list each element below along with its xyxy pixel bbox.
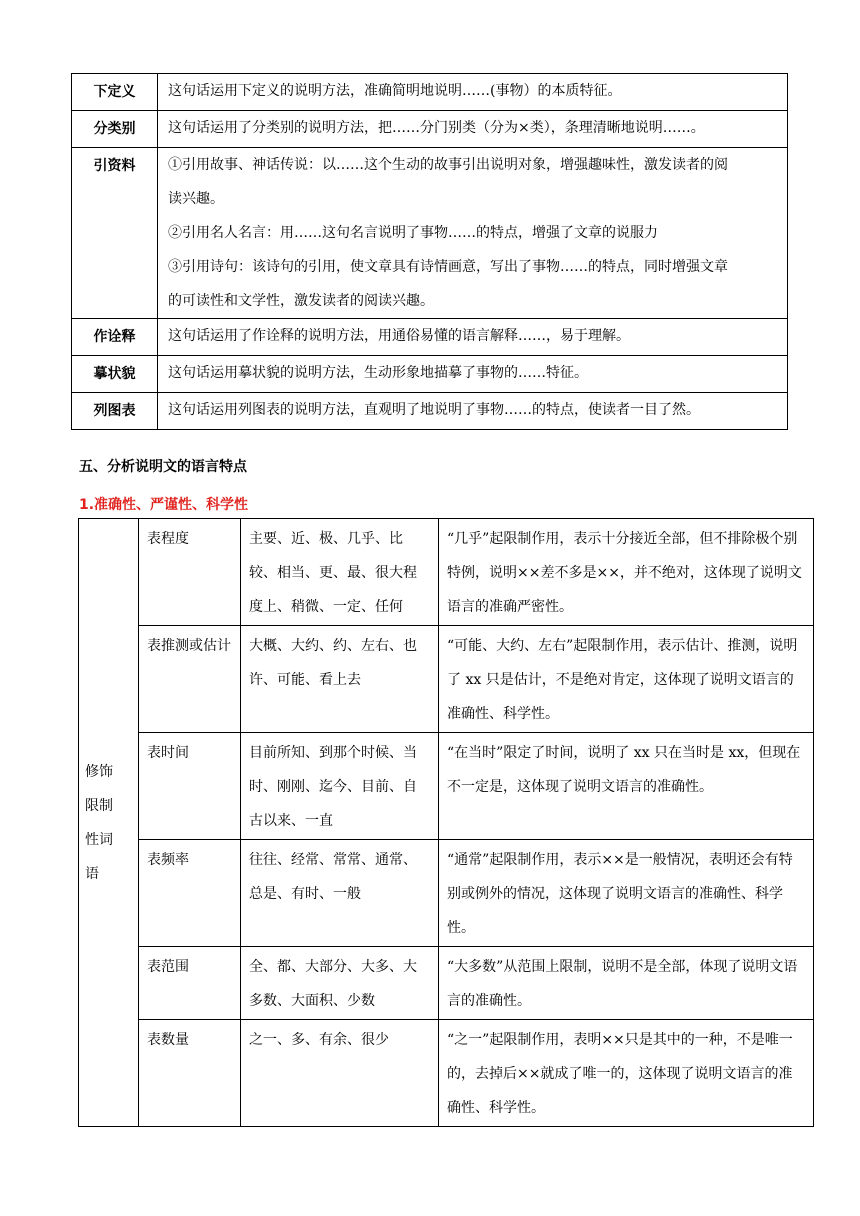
method-name: 作诠释 xyxy=(72,319,158,356)
section-heading: 五、分析说明文的语言特点 xyxy=(79,459,247,475)
table-row xyxy=(72,148,788,319)
modifier-type: 表程度 xyxy=(139,519,241,626)
method-description xyxy=(158,111,788,148)
table-row xyxy=(72,319,788,356)
method-description xyxy=(158,74,788,111)
modifier-example: “可能、大约、左右”起限制作用，表示估计、推测，说明了 xx 只是估计，不是绝对肯定，这体现了说明文语言的准确性、科学性。 xyxy=(439,626,814,733)
modifier-example: “通常”起限制作用，表示××是一般情况，表明还会有特别或例外的情况，这体现了说明文语言的准确性、科学性。 xyxy=(439,840,814,947)
description-line: 这句话运用摹状貌的说明方法，生动形象地描摹了事物的……特征。 xyxy=(168,365,588,381)
modifier-type: 表时间 xyxy=(139,733,241,840)
modifier-words-table xyxy=(78,518,814,1127)
modifier-type: 表频率 xyxy=(139,840,241,947)
table-row xyxy=(79,947,814,1020)
modifier-words: 大概、大约、约、左右、也许、可能、看上去 xyxy=(241,626,439,733)
table-row xyxy=(72,111,788,148)
description-line: 这句话运用列图表的说明方法，直观明了地说明了事物……的特点，使读者一目了然。 xyxy=(168,402,700,418)
table-row xyxy=(72,393,788,430)
modifier-example: “几乎”起限制作用，表示十分接近全部，但不排除极个别特例，说明××差不多是××，并不绝对，这体现了说明文语言的准确严密性。 xyxy=(439,519,814,626)
modifier-words: 全、都、大部分、大多、大多数、大面积、少数 xyxy=(241,947,439,1020)
table-row xyxy=(79,626,814,733)
description-line: 这句话运用下定义的说明方法，准确简明地说明……(事物）的本质特征。 xyxy=(168,83,622,99)
modifier-type: 表数量 xyxy=(139,1020,241,1127)
method-description xyxy=(158,356,788,393)
method-name: 下定义 xyxy=(72,74,158,111)
group-label-cell xyxy=(79,519,139,1127)
sub-heading: 1.准确性、严谨性、科学性 xyxy=(79,497,249,513)
table-row xyxy=(72,74,788,111)
description-line: 这句话运用了作诠释的说明方法，用通俗易懂的语言解释……，易于理解。 xyxy=(168,328,630,344)
table-row xyxy=(79,840,814,947)
description-line: ②引用名人名言：用……这句名言说明了事物……的特点，增强了文章的说服力 xyxy=(168,225,658,241)
table-row xyxy=(79,733,814,840)
modifier-example: “大多数”从范围上限制，说明不是全部，体现了说明文语言的准确性。 xyxy=(439,947,814,1020)
method-description xyxy=(158,393,788,430)
method-name: 分类别 xyxy=(72,111,158,148)
description-line: 读兴趣。 xyxy=(168,191,224,207)
method-name: 列图表 xyxy=(72,393,158,430)
method-description xyxy=(158,148,788,319)
modifier-words: 主要、近、极、几乎、比较、相当、更、最、很大程度上、稍微、一定、任何 xyxy=(241,519,439,626)
modifier-words: 目前所知、到那个时候、当时、刚刚、迄今、目前、自古以来、一直 xyxy=(241,733,439,840)
table-row xyxy=(79,519,814,626)
modifier-type: 表范围 xyxy=(139,947,241,1020)
method-description xyxy=(158,319,788,356)
modifier-words: 之一、多、有余、很少 xyxy=(241,1020,439,1127)
description-line: 的可读性和文学性，激发读者的阅读兴趣。 xyxy=(168,293,434,309)
modifier-example: “之一”起限制作用，表明××只是其中的一种，不是唯一的，去掉后××就成了唯一的，这体现了说明文语言的准确性、科学性。 xyxy=(439,1020,814,1127)
group-label: 修饰限制性词语 xyxy=(85,763,113,882)
modifier-words: 往往、经常、常常、通常、总是、有时、一般 xyxy=(241,840,439,947)
description-line: ①引用故事、神话传说：以……这个生动的故事引出说明对象，增强趣味性，激发读者的阅 xyxy=(168,157,728,173)
method-name: 摹状貌 xyxy=(72,356,158,393)
table-row xyxy=(72,356,788,393)
table-row xyxy=(79,1020,814,1127)
explanation-methods-table xyxy=(71,73,788,430)
description-line: ③引用诗句：该诗句的引用，使文章具有诗情画意，写出了事物……的特点，同时增强文章 xyxy=(168,259,728,275)
modifier-example: “在当时”限定了时间，说明了 xx 只在当时是 xx，但现在不一定是，这体现了说明文语言的准确性。 xyxy=(439,733,814,840)
modifier-type: 表推测或估计 xyxy=(139,626,241,733)
method-name: 引资料 xyxy=(72,148,158,319)
description-line: 这句话运用了分类别的说明方法，把……分门别类（分为×类），条理清晰地说明……。 xyxy=(168,120,705,136)
